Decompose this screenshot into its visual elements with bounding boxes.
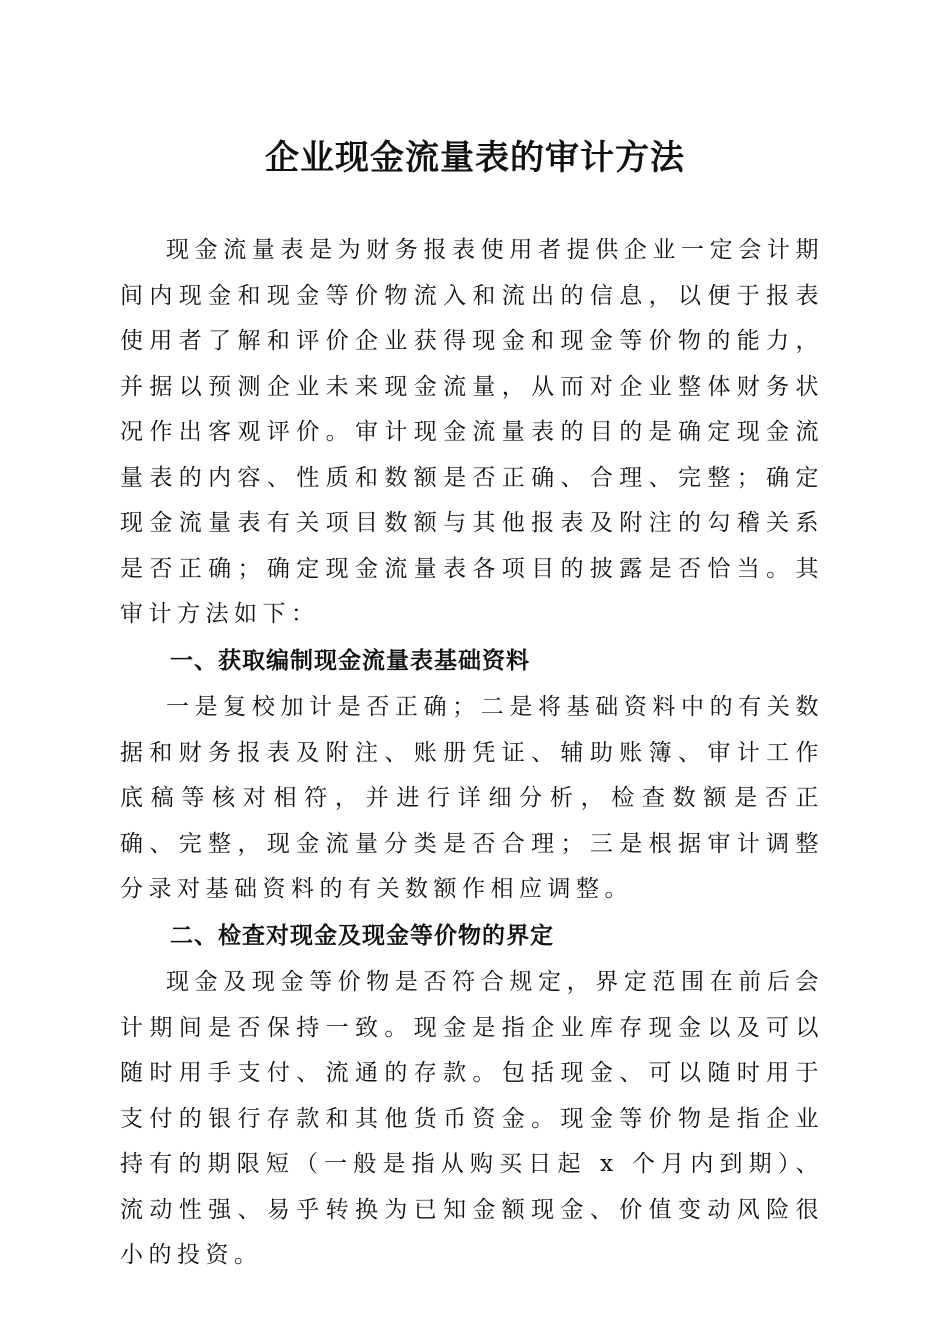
section-heading-1: 一、获取编制现金流量表基础资料	[170, 647, 530, 674]
document-body	[120, 228, 824, 1279]
intro-paragraph: 现金流量表是为财务报表使用者提供企业一定会计期间内现金和现金等价物流入和流出的信息，以便于报表使用者了解和评价企业获得现金和现金等价物的能力，并据以预测企业未来现金流量，从而对企业整体财务状况作出客观评价。审计现金流量表的目的是确定现金流量表的内容、性质和数额是否正确、合理、完整；确定现金流量表有关项目数额与其他报表及附注的勾稽关系是否正确；确定现金流量表各项目的披露是否恰当。其审计方法如下：	[120, 237, 824, 627]
document-title: 企业现金流量表的审计方法	[265, 138, 685, 178]
section-heading-2: 二、检查对现金及现金等价物的界定	[170, 922, 554, 949]
section-paragraph-1: 一是复校加计是否正确；二是将基础资料中的有关数据和财务报表及附注、账册凭证、辅助账簿、审计工作底稿等核对相符，并进行详细分析，检查数额是否正确、完整，现金流量分类是否合理；三是根据审计调整分录对基础资料的有关数额作相应调整。	[120, 694, 824, 902]
section-paragraph-2: 现金及现金等价物是否符合规定，界定范围在前后会计期间是否保持一致。现金是指企业库存现金以及可以随时用手支付、流通的存款。包括现金、可以随时用于支付的银行存款和其他货币资金。现金等价物是指企业持有的期限短（一般是指从购买日起 x 个月内到期）、流动性强、易乎转换为已知金额现金、价值变动风险很小的投资。	[120, 969, 824, 1268]
